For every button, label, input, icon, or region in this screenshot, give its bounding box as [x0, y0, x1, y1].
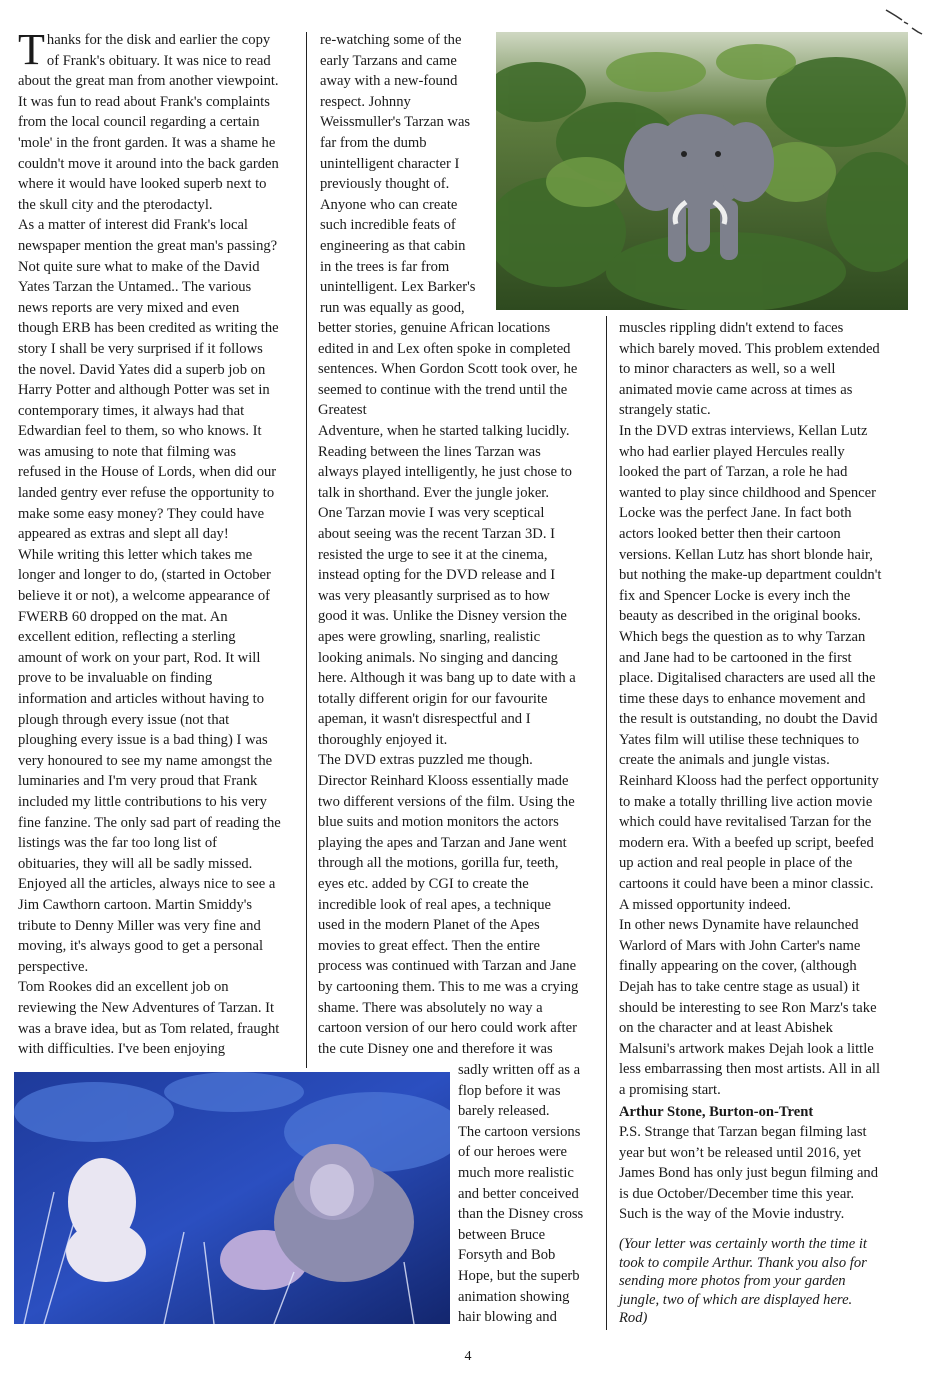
body-text-line: the result is outstanding, no doubt the David [619, 711, 878, 728]
body-text-line: run was equally as good, [320, 299, 465, 316]
body-text-line: and Jane had to be cartooned in the first [619, 649, 852, 666]
body-text-line: While writing this letter which takes me [18, 546, 253, 563]
body-text-line: better stories, genuine African locations [318, 320, 551, 336]
body-text-line: respect. Johnny [320, 93, 411, 110]
body-text-line: early Tarzans and came [320, 52, 457, 69]
body-text-line: but nothing the make-up department couldn't [619, 567, 882, 584]
body-text-line: plough through every issue (not that [18, 711, 230, 728]
body-text-line: wanted to play since childhood and Spencer [619, 484, 876, 501]
body-text-line: longer and longer to do, (started in October [18, 567, 271, 584]
body-text-line: in the trees is far from [320, 258, 450, 275]
body-text-line: talk in shorthand. Ever the jungle joker. [318, 484, 550, 501]
editor-note-line: (Your letter was certainly worth the time it [619, 1236, 867, 1252]
body-text-line: hair blowing and [458, 1309, 557, 1326]
body-text-line: flop before it was [458, 1082, 561, 1099]
body-text-line: to make a totally thrilling live action movie [619, 793, 873, 810]
drop-cap: T [18, 25, 45, 74]
body-text-line: beauty as described in the original books. [619, 608, 861, 625]
body-text-line: here. Although it was bang up to date with a [318, 670, 576, 687]
body-text-line: apeman, it wasn't disrespectful and I [318, 711, 531, 728]
body-text-line: listings was the far too long list of [18, 835, 218, 852]
page-number: 4 [464, 1349, 472, 1364]
column-divider-1 [306, 32, 307, 1068]
body-text-line: edited in and Lex often spoke in completed [318, 340, 571, 357]
letter-signature: Arthur Stone, Burton-on-Trent [619, 1104, 814, 1120]
body-text-line: thoroughly enjoyed it. [318, 731, 448, 748]
body-text-line: Enjoyed all the articles, always nice to see a [18, 876, 276, 893]
body-text-line: about the great man from another viewpoint. [18, 73, 279, 90]
body-text-line: versions. Kellan Lutz has short blonde hair, [619, 546, 873, 563]
body-text-line: information and articles without having to [18, 691, 265, 707]
body-text-line: As a matter of interest did Frank's local [18, 217, 248, 234]
body-text-line: than the Disney cross [458, 1206, 584, 1223]
body-text-line: Malsuni's artwork makes Dejah look a little [619, 1040, 874, 1057]
body-text-line: playing the apes and Tarzan and Jane went [318, 834, 567, 851]
column-2-bottom-text [458, 1060, 606, 1328]
postscript-line: P.S. Strange that Tarzan began filming last [619, 1124, 867, 1140]
body-text-line: Adventure, when he started talking lucidly. [318, 422, 570, 439]
body-text-line: couldn't move it around into the back garden [18, 155, 279, 172]
body-text-line: finally appearing on the cover, (although [619, 958, 857, 975]
body-text-line: moving, it's always good to get a personal [18, 938, 264, 955]
body-text-line: The DVD extras puzzled me though. [318, 752, 533, 769]
body-text-line: strangely static. [619, 402, 711, 419]
body-text-line: Yates Tarzan the Untamed.. The various [18, 279, 252, 296]
editor-note [619, 1235, 924, 1328]
body-text-line: from the local council regarding a certain [18, 114, 260, 131]
body-text-line: very honoured to see my name amongst the [18, 752, 273, 769]
body-text-line: Locke was the perfect Jane. In fact both [619, 505, 852, 522]
body-text-line: Jim Cawthorn cartoon. Martin Smiddy's [18, 896, 253, 913]
body-text-line: In the DVD extras interviews, Kellan Lutz [619, 422, 868, 439]
body-text-line: included my little contributions to his very [18, 793, 267, 810]
body-text-line: looking animals. No singing and dancing [318, 649, 558, 666]
body-text-line: of Frank's obituary. It was nice to read [46, 52, 271, 69]
body-text-line: Reading between the lines Tarzan was [318, 443, 541, 460]
body-text-line: used in the modern Planet of the Apes [318, 917, 540, 934]
body-text-line: place. Digitalised characters are used all the [619, 670, 876, 687]
body-text-line: barely released. [458, 1103, 550, 1120]
body-text-line: two different versions of the film. Using the [318, 793, 575, 810]
body-text-line: and better conceived [458, 1185, 579, 1202]
body-text-line: the cute Disney one and therefore it was [318, 1040, 553, 1057]
body-text-line: newspaper mention the great man's passing? [18, 237, 278, 254]
body-text-line: looked the part of Tarzan, a role he had [619, 464, 848, 481]
column-divider-2 [606, 316, 607, 1330]
body-text-line: make some easy money? They could have [18, 505, 265, 522]
body-text-line: The cartoon versions [458, 1123, 581, 1140]
body-text-line: excellent edition, reflecting a sterling [18, 629, 236, 646]
body-text-line: previously thought of. [320, 176, 450, 193]
body-text-line: ploughing every issue is a bad thing) I was [18, 732, 268, 749]
body-text-line: on the character and at least Abishek [619, 1020, 833, 1037]
column-2-top-text [320, 30, 500, 318]
body-text-line: Yates film will utilise these techniques to [619, 731, 860, 748]
body-text-line: time these days to enhance movement and [619, 690, 866, 707]
body-text-line: reviewing the New Adventures of Tarzan. It [18, 999, 275, 1016]
body-text-line: which could have revitalised Tarzan for the [619, 814, 872, 831]
body-text-line: engineering as that cabin [320, 237, 466, 254]
body-text-line: Weissmuller's Tarzan was [320, 114, 471, 131]
body-text-line: seemed to continue with the trend until the [318, 381, 568, 398]
body-text-line: contemporary times, it always had that [18, 402, 245, 419]
body-text-line: by cartooning them. This to me was a crying [318, 979, 579, 995]
postscript-line: year but won’t be released until 2016, yet [619, 1144, 862, 1161]
body-text-line: to minor characters as well, so a well [619, 361, 836, 378]
body-text-line: create the animals and jungle vistas. [619, 752, 830, 769]
body-text-line: process was continued with Tarzan and Jane [318, 958, 577, 975]
postscript-line: Such is the way of the Movie industry. [619, 1206, 845, 1223]
body-text-line: Not quite sure what to make of the David [18, 258, 260, 275]
body-text-line: unintelligent character I [320, 155, 460, 172]
body-text-line: sadly written off as a [458, 1062, 581, 1078]
body-text-line: appeared as extras and slept all day! [18, 526, 229, 543]
body-text-line: news reports are very mixed and even [18, 299, 240, 316]
body-text-line: instead opting for the DVD release and I [318, 567, 556, 584]
body-text-line: a promising start. [619, 1081, 721, 1098]
body-text-line: Harry Potter and although Potter was set in [18, 382, 270, 399]
body-text-line: believe it or not), a welcome appearance of [18, 588, 271, 605]
body-text-line: away with a new-found [320, 73, 458, 90]
editor-note-line: Rod) [619, 1310, 648, 1327]
body-text-line: eyes etc. added by CGI to create the [318, 876, 529, 893]
body-text-line: the novel. David Yates did a superb job on [18, 361, 266, 378]
body-text-line: less embarrassing then most artists. All in all [619, 1061, 881, 1078]
body-text-line: Forsyth and Bob [458, 1247, 556, 1264]
body-text-line: cartoons it could have been a minor classic. [619, 876, 874, 893]
body-text-line: Which begs the question as to why Tarzan [619, 628, 866, 645]
body-text-line: resisted the urge to see it at the cinema, [318, 546, 548, 563]
body-text-line: Director Reinhard Klooss essentially made [318, 773, 569, 790]
body-text-line: totally different origin for our favourite [318, 690, 548, 707]
column-1-text [18, 25, 304, 1060]
postscript-line: James Bond has only just begun filming and [619, 1165, 879, 1182]
signature-block [619, 1102, 924, 1123]
body-text-line: FWERB 60 dropped on the mat. An [18, 608, 228, 625]
body-text-line: sentences. When Gordon Scott took over, he [318, 361, 578, 378]
body-text-line: where it would have looked superb next to [18, 176, 267, 193]
editor-note-line: took to compile Arthur. Thank you also for [619, 1254, 867, 1271]
body-text-line: between Bruce [458, 1226, 546, 1243]
body-text-line: Dejah has to take centre stage as usual) it [619, 979, 860, 995]
body-text-line: Reinhard Klooss had the perfect opportunity [619, 773, 879, 790]
body-text-line: up action and real people in place of the [619, 855, 853, 872]
body-text-line: obituaries, they will all be sadly missed. [18, 855, 253, 872]
body-text-line: In other news Dynamite have relaunched [619, 917, 859, 934]
body-text-line: actors looked better then their cartoon [619, 525, 841, 542]
postscript-text [619, 1122, 924, 1225]
editor-note-line: jungle, two of which are displayed here. [619, 1291, 853, 1308]
body-text-line: was amusing to note that filming was [18, 443, 237, 460]
body-text-line: luminaries and I'm very proud that Frank [18, 773, 258, 790]
lion-illustration [14, 1072, 450, 1324]
body-text-line: tribute to Denny Miller was very fine and [18, 917, 261, 934]
body-text-line: fine fanzine. The only sad part of reading the [18, 814, 281, 831]
body-text-line: landed gentry ever refuse the opportunity to [18, 485, 275, 502]
body-text-line: was very pleasantly surprised as to how [318, 587, 550, 604]
body-text-line: Anyone who can create [320, 196, 458, 213]
column-3-text [619, 318, 924, 1101]
body-text-line: A missed opportunity indeed. [619, 896, 791, 913]
body-text-line: such incredible feats of [320, 217, 456, 234]
body-text-line: muscles rippling didn't extend to faces [619, 320, 844, 336]
body-text-line: prove to be invaluable on finding [18, 670, 213, 687]
body-text-line: animation showing [458, 1288, 570, 1305]
body-text-line: modern era. With a beefed up script, beefed [619, 834, 874, 851]
body-text-line: always played intelligently, he just chose to [318, 464, 572, 481]
body-text-line: of our heroes were [458, 1144, 567, 1161]
body-text-line: perspective. [18, 958, 89, 975]
body-text-line: Hope, but the superb [458, 1267, 580, 1284]
body-text-line: good it was. Unlike the Disney version the [318, 608, 567, 625]
body-text-line: animated movie came across at times as [619, 381, 853, 398]
body-text-line: though ERB has been credited as writing the [18, 320, 279, 337]
column-2-main-text [318, 318, 606, 1059]
body-text-line: who had earlier played Hercules really [619, 443, 845, 460]
body-text-line: blue suits and motion monitors the actors [318, 814, 559, 831]
body-text-line: was a brave idea, but as Tom related, fraught [18, 1020, 280, 1037]
body-text-line: cartoon version of our hero could work after [318, 1020, 577, 1037]
lion-garden-photo [14, 1072, 450, 1324]
body-text-line: It was fun to read about Frank's complaints [18, 93, 270, 110]
body-text-line: shame. There was absolutely no way a [318, 999, 543, 1016]
body-text-line: story I shall be very surprised if it follows [18, 340, 263, 357]
body-text-line: Greatest [318, 402, 367, 419]
body-text-line: unintelligent. Lex Barker's [320, 279, 476, 296]
body-text-line: should be interesting to see Ron Marz's take [619, 999, 877, 1016]
body-text-line: Tom Rookes did an excellent job on [18, 979, 229, 996]
body-text-line: incredible look of real apes, a technique [318, 896, 551, 913]
body-text-line: fix and Spencer Locke is every inch the [619, 587, 851, 604]
body-text-line: amount of work on your part, Rod. It will [18, 649, 261, 666]
elephant-illustration [496, 32, 908, 310]
body-text-line: with difficulties. I've been enjoying [18, 1041, 226, 1058]
body-text-line: One Tarzan movie I was very sceptical [318, 505, 545, 522]
body-text-line: much more realistic [458, 1164, 574, 1181]
body-text-line: refused in the House of Lords, when did our [18, 464, 277, 481]
body-text-line: 'mole' in the front garden. It was a shame he [18, 134, 276, 151]
postscript-line: is due October/December time this year. [619, 1185, 855, 1202]
body-text-line: movies to great effect. Then the entire [318, 937, 540, 954]
body-text-line: about seeing was the recent Tarzan 3D. I [318, 525, 555, 542]
body-text-line: which barely moved. This problem extended [619, 340, 880, 357]
body-text-line: apes were growling, snarling, realistic [318, 628, 541, 645]
body-text-line: the skull city and the pterodactyl. [18, 196, 213, 213]
editor-note-line: sending more photos from your garden [619, 1273, 846, 1290]
body-text-line: Edwardian feel to them, so who knows. It [18, 423, 262, 440]
body-text-line: re-watching some of the [320, 32, 462, 48]
elephant-garden-photo [496, 32, 908, 310]
body-text-line: Warlord of Mars with John Carter's name [619, 937, 861, 954]
body-text-line: far from the dumb [320, 134, 427, 151]
body-text-line: through all the motions, gorilla fur, teeth, [318, 855, 559, 872]
body-text-line: hanks for the disk and earlier the copy [46, 32, 271, 48]
